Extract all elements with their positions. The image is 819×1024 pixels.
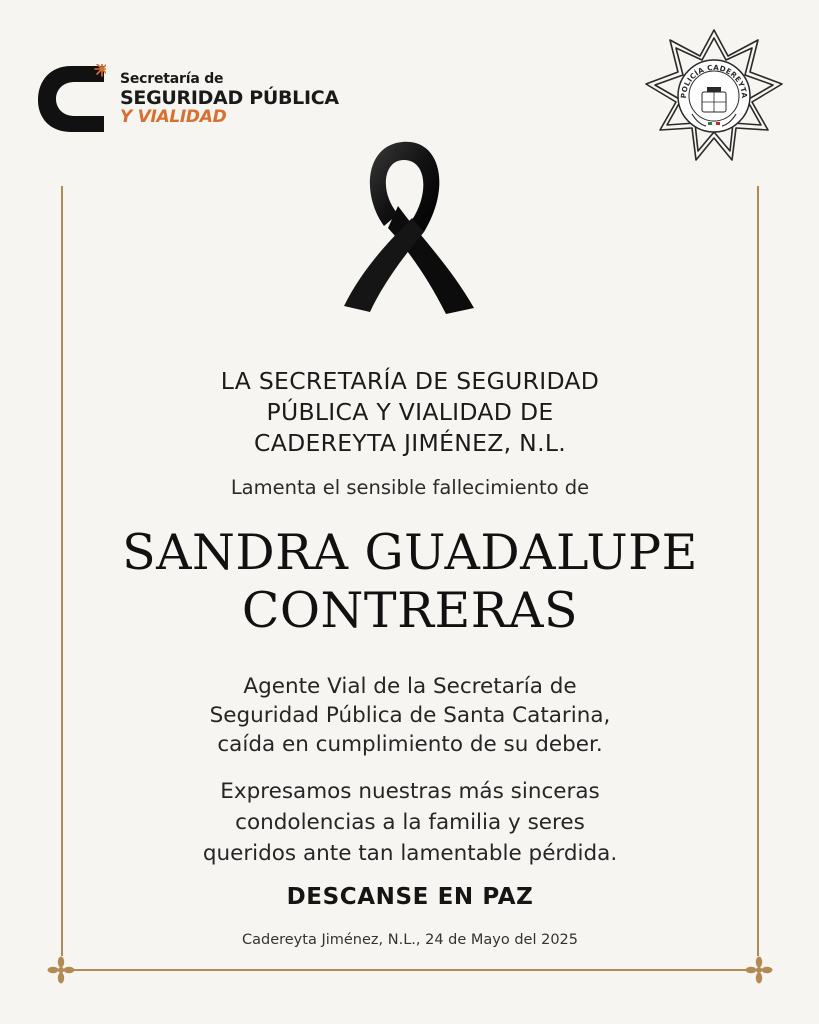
organization-title [70, 366, 750, 459]
role-line: Seguridad Pública de Santa Catarina, [209, 703, 611, 728]
badge-text: POLICÍA CADEREYTA [678, 62, 750, 99]
rest-in-peace-heading: DESCANSE EN PAZ [286, 884, 534, 910]
secretaria-logo [36, 60, 356, 135]
condolence-line: Expresamos nuestras más sinceras [220, 779, 600, 804]
place-and-date: Cadereyta Jiménez, N.L., 24 de Mayo del 2025 [241, 932, 579, 948]
logo-line-1: Secretaría de [120, 71, 224, 87]
ssp-logo-mark-icon [36, 64, 106, 134]
logo-line-2: SEGURIDAD PÚBLICA [120, 87, 339, 109]
police-star-badge-icon [640, 26, 788, 166]
logo-line-3: Y VIALIDAD [120, 107, 227, 127]
name-line: SANDRA GUADALUPE [122, 524, 698, 581]
ornament-flower-icon [745, 956, 773, 984]
ornament-flower-icon [47, 956, 75, 984]
condolence-message [70, 776, 750, 869]
role-line: Agente Vial de la Secretaría de [243, 674, 577, 699]
frame-bottom-border [61, 969, 759, 971]
deceased-name [40, 524, 780, 640]
org-title-line: LA SECRETARÍA DE SEGURIDAD [220, 367, 600, 395]
condolence-line: queridos ante tan lamentable pérdida. [202, 841, 618, 866]
mourning-ribbon-icon [340, 136, 478, 316]
condolence-line: condolencias a la familia y seres [235, 810, 585, 835]
org-title-line: CADEREYTA JIMÉNEZ, N.L. [254, 429, 566, 457]
org-title-line: PÚBLICA Y VIALIDAD DE [266, 398, 554, 426]
lament-text: Lamenta el sensible fallecimiento de [230, 476, 590, 499]
role-description [70, 672, 750, 759]
logo-text [120, 72, 339, 126]
role-line: caída en cumplimiento de su deber. [217, 732, 603, 757]
name-line: CONTRERAS [241, 582, 579, 639]
